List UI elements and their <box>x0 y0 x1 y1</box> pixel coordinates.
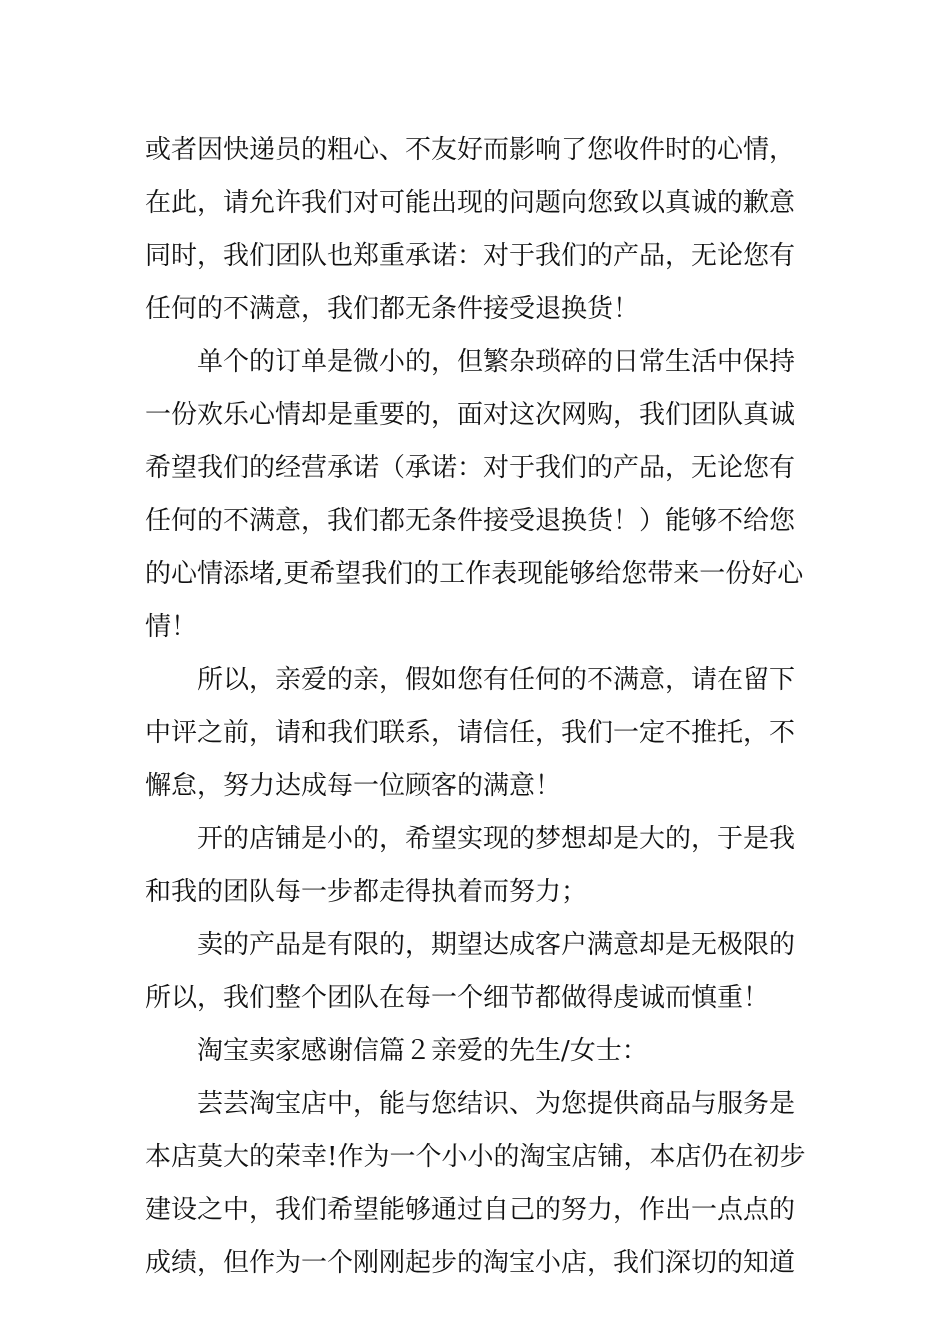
text-line: 情！ <box>145 612 198 642</box>
text-line: 任何的不满意，我们都无条件接受退换货！ <box>145 294 640 324</box>
text-line: 或者因快递员的粗心、不友好而影响了您收件时的心情， <box>145 135 796 165</box>
text-line: 建设之中，我们希望能够通过自己的努力，作出一点点的 <box>145 1195 796 1225</box>
text-line: 同时，我们团队也郑重承诺：对于我们的产品，无论您有 <box>145 241 796 271</box>
text-line: 在此，请允许我们对可能出现的问题向您致以真诚的歉意 <box>145 188 796 218</box>
text-line: 本店莫大的荣幸!作为一个小小的淘宝店铺，本店仍在初步 <box>145 1142 806 1172</box>
text-line: 所以，我们整个团队在每一个细节都做得虔诚而慎重！ <box>145 983 770 1013</box>
paragraph-first-line: 芸芸淘宝店中，能与您结识、为您提供商品与服务是 <box>197 1089 796 1119</box>
text-line: 的心情添堵,更希望我们的工作表现能够给您带来一份好心 <box>145 559 804 589</box>
text-line: 任何的不满意，我们都无条件接受退换货！）能够不给您 <box>145 506 796 536</box>
text-line: 一份欢乐心情却是重要的，面对这次网购，我们团队真诚 <box>145 400 796 430</box>
paragraph-first-line: 开的店铺是小的，希望实现的梦想却是大的，于是我 <box>197 824 796 854</box>
document-body <box>145 124 825 1290</box>
text-line: 和我的团队每一步都走得执着而努力； <box>145 877 588 907</box>
paragraph-first-line: 所以，亲爱的亲，假如您有任何的不满意，请在留下 <box>197 665 796 695</box>
text-line: 中评之前，请和我们联系，请信任，我们一定不推托，不 <box>145 718 796 748</box>
text-line: 懈怠，努力达成每一位顾客的满意！ <box>145 771 562 801</box>
section-heading: 淘宝卖家感谢信篇２亲爱的先生/女士： <box>197 1036 648 1066</box>
text-line: 成绩，但作为一个刚刚起步的淘宝小店，我们深切的知道 <box>145 1248 796 1278</box>
text-line: 希望我们的经营承诺（承诺：对于我们的产品，无论您有 <box>145 453 796 483</box>
paragraph-first-line: 卖的产品是有限的，期望达成客户满意却是无极限的 <box>197 930 796 960</box>
paragraph-first-line: 单个的订单是微小的，但繁杂琐碎的日常生活中保持 <box>197 347 796 377</box>
